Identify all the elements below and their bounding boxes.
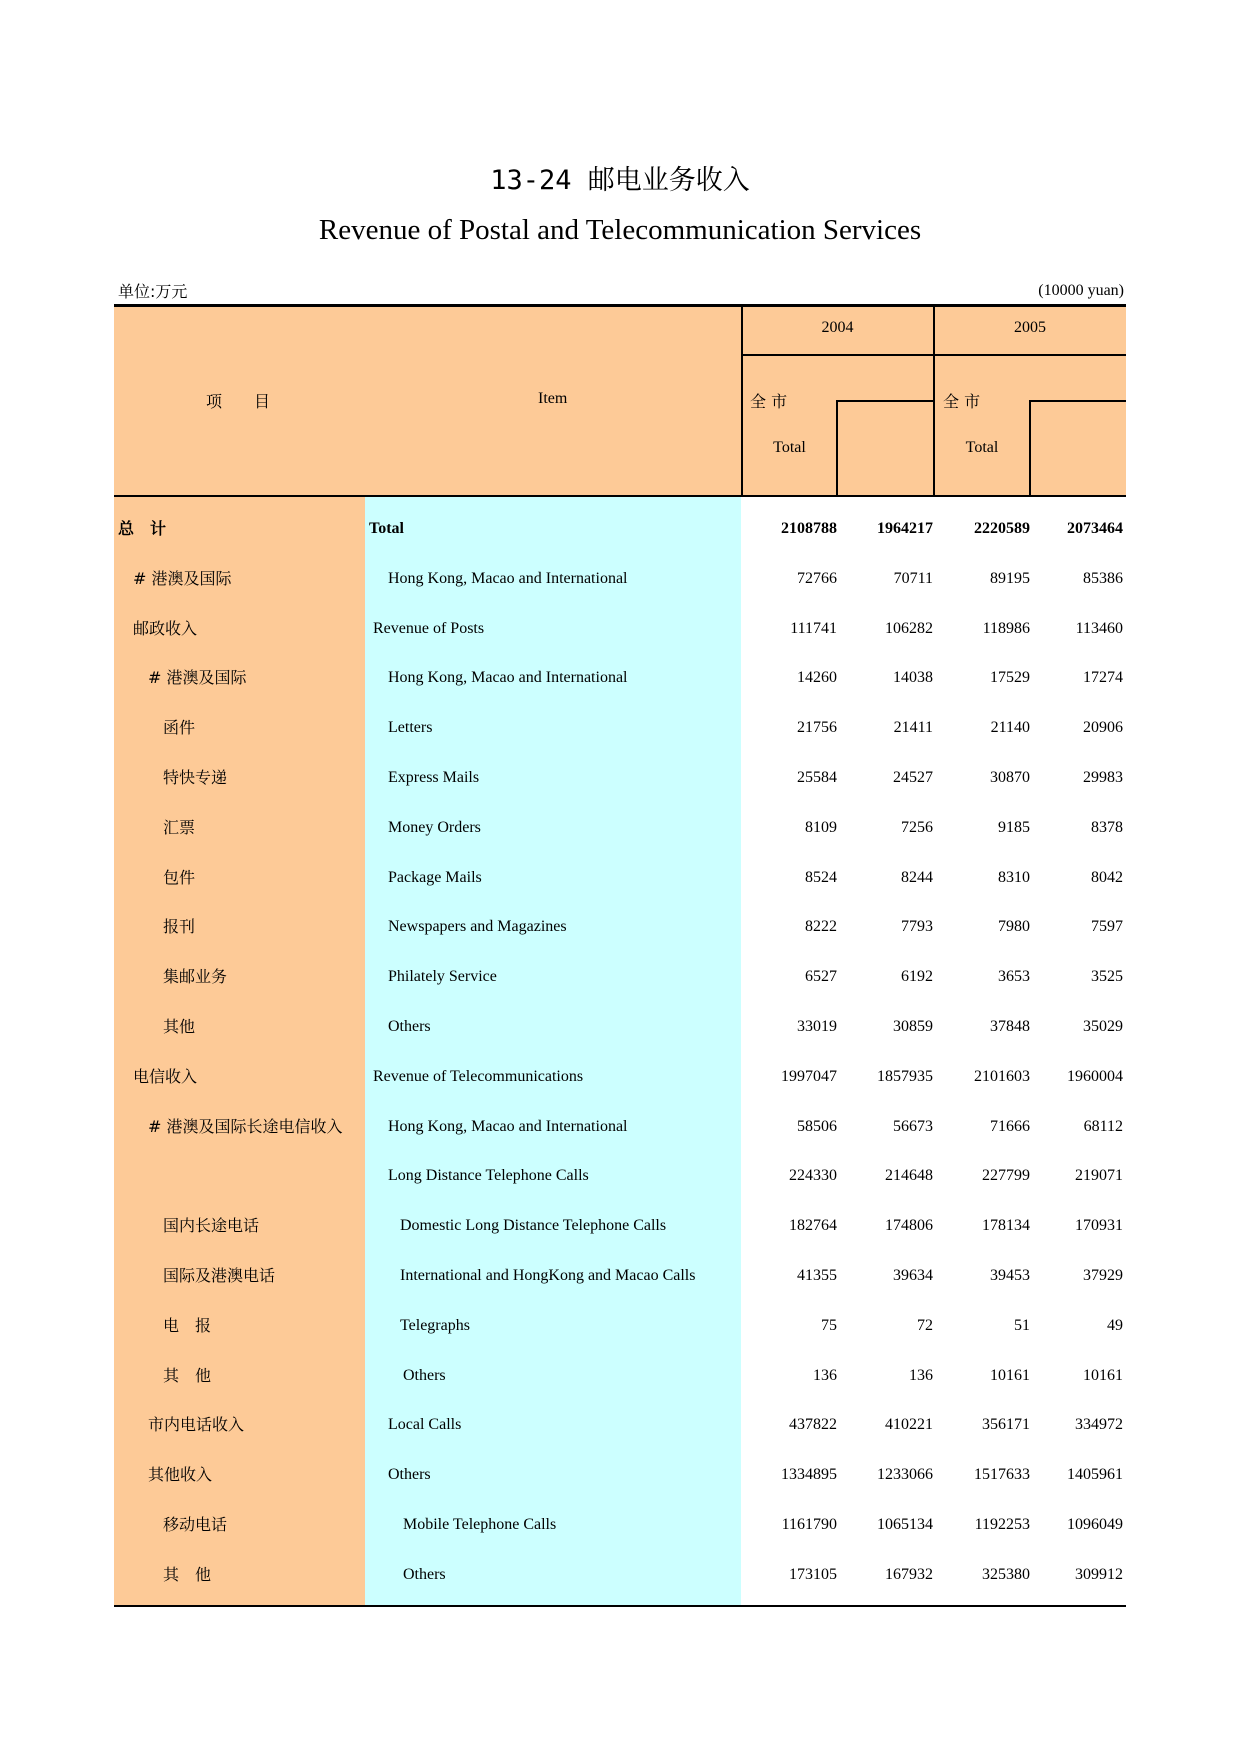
row-value: 2108788 bbox=[781, 520, 837, 537]
row-label-en: Telegraphs bbox=[400, 1316, 470, 1334]
table-row bbox=[114, 1102, 1126, 1152]
row-value: 17529 bbox=[990, 669, 1030, 687]
row-value: 356171 bbox=[982, 1416, 1030, 1434]
row-value: 14038 bbox=[893, 669, 933, 687]
row-value: 219071 bbox=[1075, 1167, 1123, 1185]
row-value: 1192253 bbox=[974, 1516, 1030, 1533]
row-value: 1964217 bbox=[877, 520, 933, 537]
row-value: 1517633 bbox=[974, 1466, 1030, 1484]
row-label-cn: 市内电话收入 bbox=[148, 1415, 245, 1435]
table-row bbox=[114, 1351, 1126, 1401]
subheader-vertical-rule-2005 bbox=[1029, 400, 1031, 497]
row-value: 1065134 bbox=[877, 1516, 933, 1533]
header-item-en: Item bbox=[538, 390, 568, 407]
row-value: 37929 bbox=[1083, 1267, 1123, 1284]
row-value: 334972 bbox=[1075, 1416, 1123, 1434]
row-value: 227799 bbox=[982, 1167, 1030, 1185]
table-row bbox=[114, 1301, 1126, 1351]
row-value: 20906 bbox=[1083, 719, 1123, 737]
row-label-cn: # 港澳及国际 bbox=[148, 668, 247, 688]
row-label-en: Long Distance Telephone Calls bbox=[388, 1167, 589, 1185]
table-row bbox=[114, 554, 1126, 604]
row-value: 1405961 bbox=[1067, 1466, 1123, 1484]
row-value: 21756 bbox=[797, 719, 837, 737]
header-city-cn-2004: 全 市 bbox=[750, 392, 788, 411]
row-value: 437822 bbox=[789, 1416, 837, 1434]
row-label-en: Local Calls bbox=[388, 1416, 462, 1434]
row-value: 8310 bbox=[998, 868, 1030, 886]
table-row bbox=[114, 1151, 1126, 1201]
row-value: 106282 bbox=[885, 619, 933, 637]
row-value: 1334895 bbox=[781, 1466, 837, 1484]
header-item-cn: 项 目 bbox=[206, 392, 271, 411]
row-value: 37848 bbox=[990, 1018, 1030, 1035]
row-value: 118986 bbox=[982, 619, 1030, 637]
row-value: 24527 bbox=[893, 769, 933, 786]
row-value: 33019 bbox=[797, 1018, 837, 1035]
row-value: 6527 bbox=[805, 968, 837, 986]
row-value: 8378 bbox=[1091, 818, 1123, 836]
row-value: 39453 bbox=[990, 1267, 1030, 1284]
row-value: 170931 bbox=[1075, 1217, 1123, 1235]
table-bottom-rule bbox=[114, 1605, 1126, 1607]
row-label-en: Others bbox=[388, 1466, 431, 1484]
row-value: 325380 bbox=[982, 1565, 1030, 1583]
table-row bbox=[114, 703, 1126, 753]
row-value: 10161 bbox=[1083, 1366, 1123, 1384]
row-label-en: Revenue of Posts bbox=[373, 619, 485, 637]
row-value: 8109 bbox=[805, 818, 837, 836]
row-value: 39634 bbox=[893, 1267, 933, 1284]
table-row bbox=[114, 504, 1126, 554]
row-label-cn: 其他收入 bbox=[148, 1465, 213, 1485]
row-label-en: Others bbox=[403, 1565, 446, 1583]
row-label-en: Package Mails bbox=[388, 868, 482, 886]
row-value: 167932 bbox=[885, 1565, 933, 1583]
header-bottom-rule bbox=[114, 495, 1126, 497]
table-row bbox=[114, 1550, 1126, 1600]
row-label-cn: 包件 bbox=[163, 867, 196, 887]
row-label-cn: 汇票 bbox=[163, 817, 196, 837]
row-label-en: Total bbox=[369, 520, 404, 537]
row-value: 410221 bbox=[885, 1416, 933, 1434]
row-label-cn: 其 他 bbox=[163, 1564, 212, 1584]
row-label-cn: 电 报 bbox=[163, 1315, 212, 1335]
row-value: 49 bbox=[1107, 1316, 1123, 1334]
row-value: 3525 bbox=[1091, 968, 1123, 986]
row-value: 224330 bbox=[789, 1167, 837, 1185]
page-title-cn: 13-24 邮电业务收入 bbox=[490, 165, 750, 196]
row-value: 70711 bbox=[893, 569, 933, 587]
row-value: 14260 bbox=[797, 669, 837, 687]
row-value: 56673 bbox=[893, 1117, 933, 1135]
row-label-en: Revenue of Telecommunications bbox=[373, 1067, 584, 1085]
row-value: 58506 bbox=[797, 1117, 837, 1135]
row-label-cn: 集邮业务 bbox=[163, 967, 228, 987]
row-value: 25584 bbox=[797, 769, 837, 786]
table-row bbox=[114, 1400, 1126, 1450]
header-city-cn-2005: 全 市 bbox=[943, 392, 981, 411]
table-top-rule bbox=[114, 304, 1126, 307]
row-value: 2220589 bbox=[974, 520, 1030, 537]
row-value: 3653 bbox=[998, 968, 1030, 986]
row-label-cn: 函件 bbox=[163, 718, 196, 738]
table-row bbox=[114, 853, 1126, 903]
row-value: 1960004 bbox=[1067, 1067, 1123, 1085]
table-row bbox=[114, 952, 1126, 1002]
row-value: 111741 bbox=[790, 619, 837, 637]
unit-label-en: (10000 yuan) bbox=[1038, 282, 1124, 299]
header-total-2004: Total bbox=[773, 439, 806, 456]
row-value: 8222 bbox=[805, 918, 837, 936]
revenue-table bbox=[114, 304, 1126, 1608]
row-value: 30870 bbox=[990, 769, 1030, 786]
row-label-en: Hong Kong, Macao and International bbox=[388, 1117, 628, 1135]
table-row bbox=[114, 604, 1126, 654]
row-value: 9185 bbox=[998, 818, 1030, 836]
row-value: 72 bbox=[917, 1316, 933, 1334]
row-label-cn: 邮政收入 bbox=[133, 618, 198, 638]
row-label-en: Domestic Long Distance Telephone Calls bbox=[400, 1217, 667, 1235]
table-row bbox=[114, 1052, 1126, 1102]
row-value: 8244 bbox=[901, 868, 933, 886]
page-title-en: Revenue of Postal and Telecommunication Services bbox=[318, 214, 922, 246]
row-label-en: Letters bbox=[388, 719, 433, 737]
row-label-cn: # 港澳及国际长途电信收入 bbox=[148, 1116, 343, 1136]
row-value: 113460 bbox=[1075, 619, 1123, 637]
row-value: 68112 bbox=[1083, 1117, 1123, 1135]
row-value: 136 bbox=[909, 1366, 933, 1384]
row-label-cn: 其 他 bbox=[163, 1365, 212, 1385]
year-row-rule bbox=[741, 354, 1126, 356]
table-row bbox=[114, 803, 1126, 853]
row-value: 41355 bbox=[797, 1267, 837, 1284]
row-value: 174806 bbox=[885, 1217, 933, 1235]
row-value: 1233066 bbox=[877, 1466, 933, 1484]
table-row bbox=[114, 1450, 1126, 1500]
row-value: 89195 bbox=[990, 569, 1030, 587]
row-value: 7793 bbox=[901, 918, 933, 936]
row-value: 29983 bbox=[1083, 769, 1123, 786]
row-value: 6192 bbox=[901, 968, 933, 986]
row-label-cn: 电信收入 bbox=[133, 1066, 198, 1086]
subheader-rule-2004 bbox=[836, 400, 934, 402]
row-value: 21411 bbox=[893, 719, 933, 737]
header-total-2005: Total bbox=[965, 439, 999, 456]
unit-label-cn: 单位:万元 bbox=[118, 282, 188, 301]
row-value: 136 bbox=[813, 1366, 837, 1384]
table-row bbox=[114, 1500, 1126, 1550]
row-label-cn: 特快专递 bbox=[163, 768, 228, 787]
row-value: 30859 bbox=[893, 1018, 933, 1035]
table-row bbox=[114, 902, 1126, 952]
row-value: 72766 bbox=[797, 569, 837, 587]
row-value: 51 bbox=[1014, 1316, 1030, 1334]
row-value: 178134 bbox=[982, 1217, 1030, 1235]
row-label-cn: 国际及港澳电话 bbox=[163, 1266, 276, 1285]
row-label-en: Hong Kong, Macao and International bbox=[388, 569, 628, 587]
row-label-en: Express Mails bbox=[388, 769, 480, 786]
row-value: 1997047 bbox=[781, 1067, 837, 1085]
subheader-vertical-rule-2004 bbox=[836, 400, 838, 497]
header-year-2004: 2004 bbox=[821, 319, 854, 336]
table-row bbox=[114, 1201, 1126, 1251]
row-label-en: Newspapers and Magazines bbox=[388, 918, 567, 936]
row-value: 8042 bbox=[1091, 868, 1123, 886]
row-label-en: Philately Service bbox=[388, 968, 497, 986]
row-value: 8524 bbox=[805, 868, 837, 886]
table-row bbox=[114, 1002, 1126, 1052]
row-value: 7256 bbox=[901, 818, 933, 836]
row-value: 309912 bbox=[1075, 1565, 1123, 1583]
table-row bbox=[114, 1251, 1126, 1301]
row-value: 10161 bbox=[990, 1366, 1030, 1384]
row-value: 1161790 bbox=[781, 1516, 837, 1533]
row-label-cn: # 港澳及国际 bbox=[133, 568, 232, 588]
subheader-rule-2005 bbox=[1029, 400, 1126, 402]
row-label-cn: 总 计 bbox=[118, 519, 167, 538]
table-row bbox=[114, 753, 1126, 803]
row-label-en: Mobile Telephone Calls bbox=[403, 1516, 557, 1533]
row-value: 2073464 bbox=[1067, 520, 1123, 537]
row-value: 21140 bbox=[990, 719, 1030, 737]
row-value: 71666 bbox=[990, 1117, 1030, 1135]
row-value: 7980 bbox=[998, 918, 1030, 936]
row-value: 17274 bbox=[1083, 669, 1123, 687]
header-year-2005: 2005 bbox=[1014, 319, 1046, 336]
row-label-en: Others bbox=[388, 1018, 431, 1035]
row-value: 214648 bbox=[885, 1167, 933, 1185]
row-label-cn: 移动电话 bbox=[163, 1515, 228, 1534]
row-value: 173105 bbox=[789, 1565, 837, 1583]
row-label-en: Hong Kong, Macao and International bbox=[388, 669, 628, 687]
row-label-cn: 国内长途电话 bbox=[163, 1216, 260, 1236]
row-value: 182764 bbox=[789, 1217, 837, 1235]
row-value: 85386 bbox=[1083, 569, 1123, 587]
row-label-cn: 其他 bbox=[163, 1017, 196, 1036]
row-value: 35029 bbox=[1083, 1018, 1123, 1035]
row-value: 2101603 bbox=[974, 1067, 1030, 1085]
table-row bbox=[114, 653, 1126, 703]
row-label-en: Money Orders bbox=[388, 818, 481, 836]
row-label-en: International and HongKong and Macao Calls bbox=[400, 1267, 696, 1284]
row-value: 1096049 bbox=[1067, 1516, 1123, 1533]
row-value: 75 bbox=[821, 1316, 837, 1334]
row-value: 1857935 bbox=[877, 1067, 933, 1085]
row-label-cn: 报刊 bbox=[163, 917, 196, 937]
row-label-en: Others bbox=[403, 1366, 446, 1384]
row-value: 7597 bbox=[1091, 918, 1123, 936]
